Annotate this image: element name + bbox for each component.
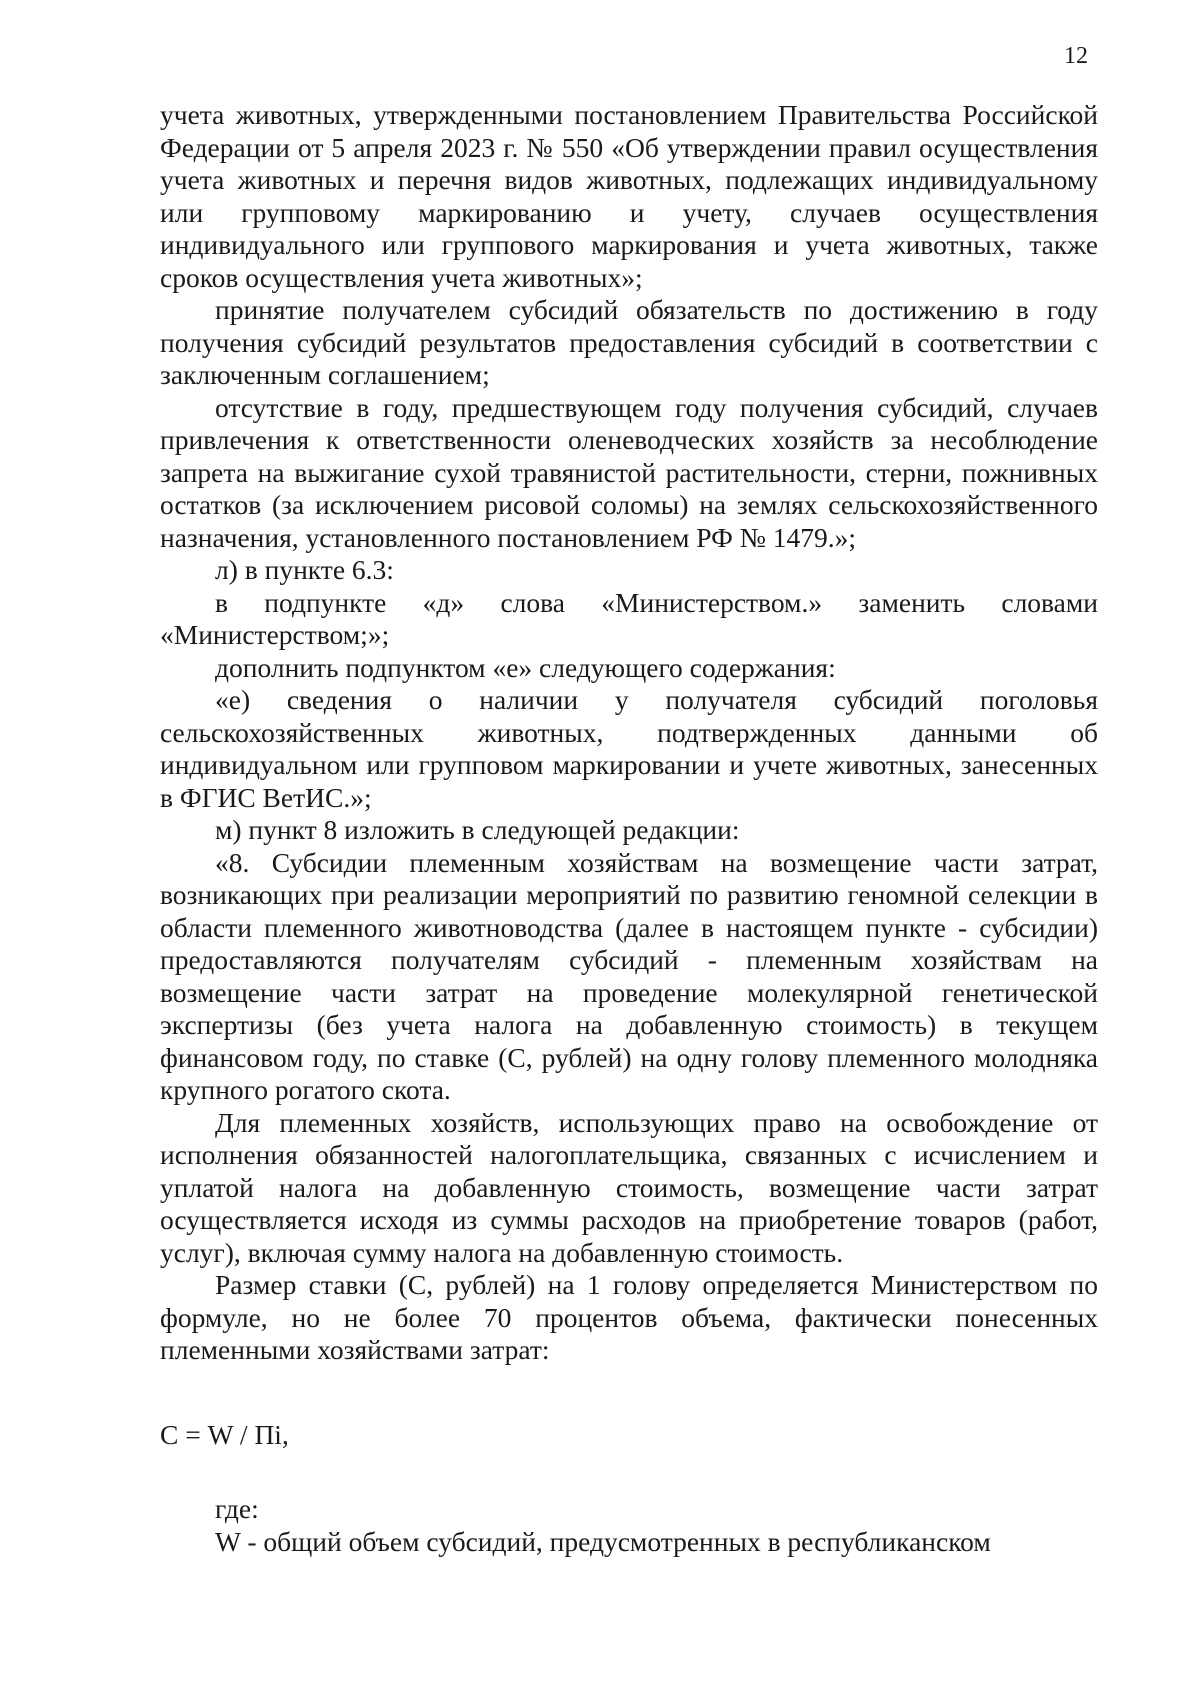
rate-formula: С = W / Пi, (160, 1418, 289, 1450)
paragraph-vat-exempt: Для племенных хозяйств, использующих право на освобождение от исполнения обязанностей налогоплательщика, связанных с исчислением и уплатой налога на добавленную стоимость, возмещение части затрат осуществляется исходя из суммы расходов на приобретение товаров (работ, услуг), включая сумму налога на добавленную стоимость. (160, 1106, 1098, 1268)
paragraph-obligations: принятие получателем субсидий обязательств по достижению в году получения субсидий результатов предоставления субсидий в соответствии с заключенным соглашением; (160, 294, 1098, 390)
paragraph-point-8: «8. Субсидии племенным хозяйствам на возмещение части затрат, возникающих при реализации мероприятий по развитию геномной селекции в области племенного животноводства (далее в настоящем пункте - субсидии) предоставляются получателям субсидий - племенным хозяйствам на возмещение части затрат на проведение молекулярной генетической экспертизы (без учета налога на добавленную стоимость) в текущем финансовом году, по ставке (С, рублей) на одну голову племенного молодняка крупного рогатого скота. (160, 846, 1098, 1105)
document-body (160, 99, 1098, 1558)
paragraph-animal-accounting-rules: учета животных, утвержденными постановлением Правительства Российской Федерации от 5 апреля 2023 г. № 550 «Об утверждении правил осуществления учета животных и перечня видов животных, подлежащих индивидуальному или групповому маркированию и учету, случаев осуществления индивидуального или группового маркирования и учета животных, также сроков осуществления учета животных»; (160, 99, 1098, 293)
page-number: 12 (1064, 43, 1088, 69)
paragraph-rate-size: Размер ставки (С, рублей) на 1 голову определяется Министерством по формуле, но не более 70 процентов объема, фактически понесенных племенными хозяйствами затрат: (160, 1269, 1098, 1365)
paragraph-where: где: (215, 1493, 259, 1524)
paragraph-add-subitem-e: дополнить подпунктом «е» следующего содержания: (215, 651, 836, 683)
paragraph-item-m: м) пункт 8 изложить в следующей редакции: (215, 814, 740, 845)
paragraph-subitem-d: в подпункте «д» слова «Министерством.» заменить словами «Министерством;»; (160, 586, 1098, 650)
paragraph-subitem-e-text: «е) сведения о наличии у получателя субсидий поголовья сельскохозяйственных животных, подтвержденных данными об индивидуальном или групповом маркировании и учете животных, занесенных в ФГИС ВетИС.»; (160, 684, 1098, 813)
paragraph-no-liability: отсутствие в году, предшествующем году получения субсидий, случаев привлечения к ответственности оленеводческих хозяйств за несоблюдение запрета на выжигание сухой травянистой растительности, стерни, пожнивных остатков (за исключением рисовой соломы) на землях сельскохозяйственного назначения, установленного постановлением РФ № 1479.»; (160, 391, 1098, 553)
paragraph-w-definition: W - общий объем субсидий, предусмотренных в республиканском (215, 1525, 991, 1557)
paragraph-item-l: л) в пункте 6.3: (215, 554, 394, 585)
